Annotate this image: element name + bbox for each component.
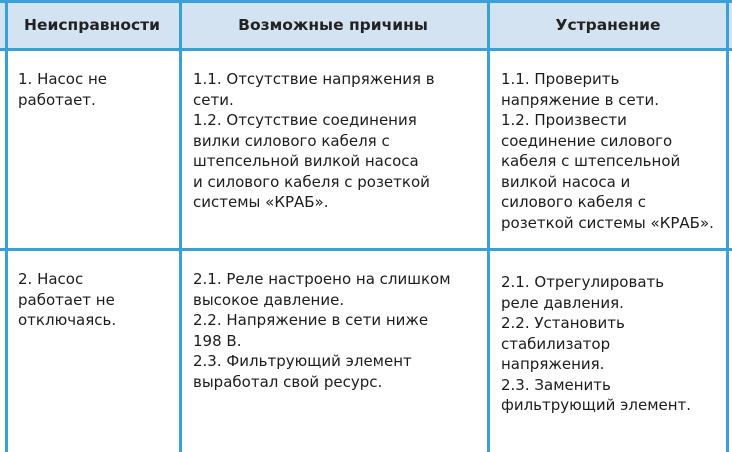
header-faults: Неисправности	[24, 16, 160, 34]
grid-line	[0, 248, 732, 251]
grid-line	[5, 0, 8, 452]
grid-line	[487, 0, 490, 452]
row1-fault: 1. Насос не работает.	[18, 70, 108, 109]
row2-causes: 2.1. Реле настроено на слишком высокое давление. 2.2. Напряжение в сети ниже 198 В. 2.3. Фильтрующий элемент выработал свой ресурс.	[193, 270, 451, 391]
grid-line	[726, 0, 729, 452]
grid-line	[0, 48, 732, 51]
header-fix: Устранение	[555, 16, 661, 34]
header-causes: Возможные причины	[238, 16, 428, 34]
grid-line	[179, 0, 182, 452]
grid-line	[0, 0, 732, 3]
row1-causes: 1.1. Отсутствие напряжения в сети. 1.2. Отсутствие соединения вилки силового кабеля с штепсельной вилкой насоса и силового кабеля с розеткой системы «КРАБ».	[193, 70, 435, 211]
row2-fix: 2.1. Отрегулировать реле давления. 2.2. Установить стабилизатор напряжения. 2.3. Заменить фильтрующий элемент.	[501, 273, 692, 414]
row2-fault: 2. Насос работает не отключаясь.	[18, 270, 117, 329]
row1-fix: 1.1. Проверить напряжение в сети. 1.2. Произвести соединение силового кабеля с штепсельной вилкой насоса и силового кабеля с розеткой системы «КРАБ».	[501, 70, 714, 232]
